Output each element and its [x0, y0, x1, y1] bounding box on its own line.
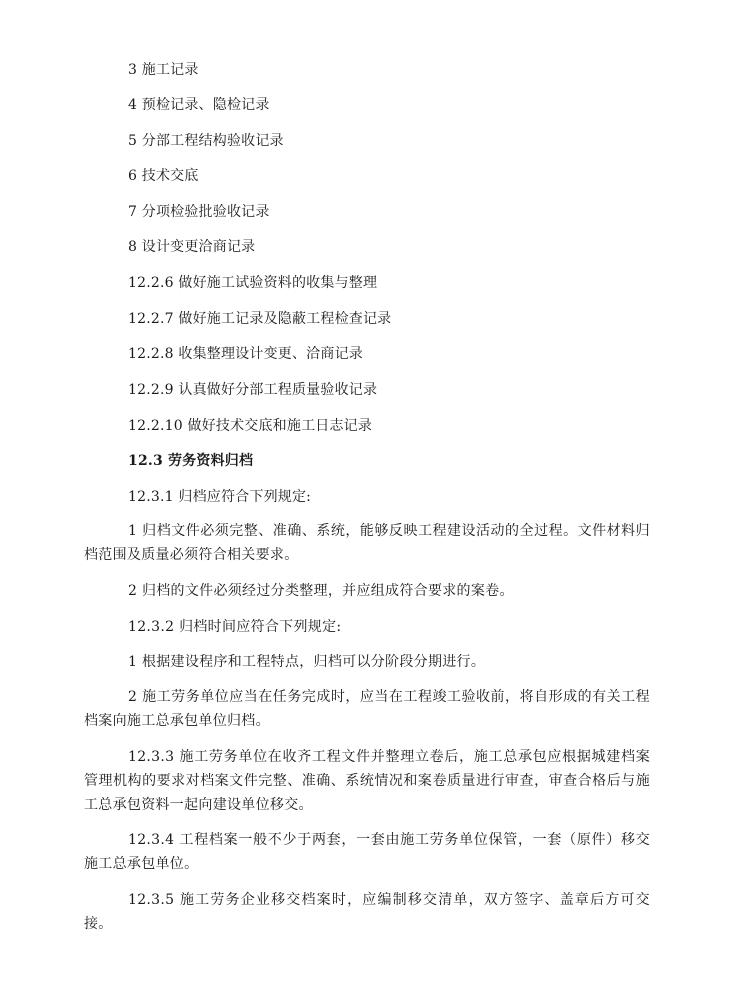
- paragraph-archive-phases: 1 根据建设程序和工程特点，归档可以分阶段分期进行。: [128, 654, 486, 670]
- clause-12-2-6: 12.2.6 做好施工试验资料的收集与整理: [128, 275, 378, 291]
- list-item-structure-acceptance: 5 分部工程结构验收记录: [128, 133, 284, 149]
- clause-12-3-1: 12.3.1 归档应符合下列规定:: [128, 489, 312, 505]
- list-item-technical-briefing: 6 技术交底: [128, 168, 199, 184]
- list-item-design-change: 8 设计变更洽商记录: [128, 239, 256, 255]
- clause-12-3-3: 12.3.3 施工劳务单位在收齐工程文件并整理立卷后，施工总承包应根据城建档案管理机构的要求对档案文件完整、准确、系统情况和案卷质量进行审查，审查合格后与施工总承包资料一起向建设单位移交。: [84, 749, 650, 813]
- list-item-batch-acceptance: 7 分项检验批验收记录: [128, 204, 270, 220]
- paragraph-archive-classified: 2 归档的文件必须经过分类整理，并应组成符合要求的案卷。: [128, 583, 514, 599]
- clause-12-2-9: 12.2.9 认真做好分部工程质量验收记录: [128, 382, 378, 398]
- clause-12-3-5: 12.3.5 施工劳务企业移交档案时，应编制移交清单，双方签字、盖章后方可交接。: [84, 892, 650, 932]
- clause-12-3-4: 12.3.4 工程档案一般不少于两套，一套由施工劳务单位保管，一套（原件）移交施工总承包单位。: [84, 832, 650, 872]
- section-heading-12-3: 12.3 劳务资料归档: [128, 453, 254, 469]
- clause-12-2-7: 12.2.7 做好施工记录及隐蔽工程检查记录: [128, 311, 392, 327]
- list-item-inspection-records: 4 预检记录、隐检记录: [128, 97, 270, 113]
- paragraph-archive-timing: 2 施工劳务单位应当在任务完成时，应当在工程竣工验收前，将自形成的有关工程档案向施工总承包单位归档。: [84, 689, 650, 729]
- clause-12-2-10: 12.2.10 做好技术交底和施工日志记录: [128, 418, 373, 434]
- list-item-construction-records: 3 施工记录: [128, 62, 199, 78]
- clause-12-2-8: 12.2.8 收集整理设计变更、洽商记录: [128, 346, 363, 362]
- clause-12-3-2: 12.3.2 归档时间应符合下列规定:: [128, 619, 342, 635]
- paragraph-archive-complete: 1 归档文件必须完整、准确、系统，能够反映工程建设活动的全过程。文件材料归档范围及质量必须符合相关要求。: [84, 523, 650, 563]
